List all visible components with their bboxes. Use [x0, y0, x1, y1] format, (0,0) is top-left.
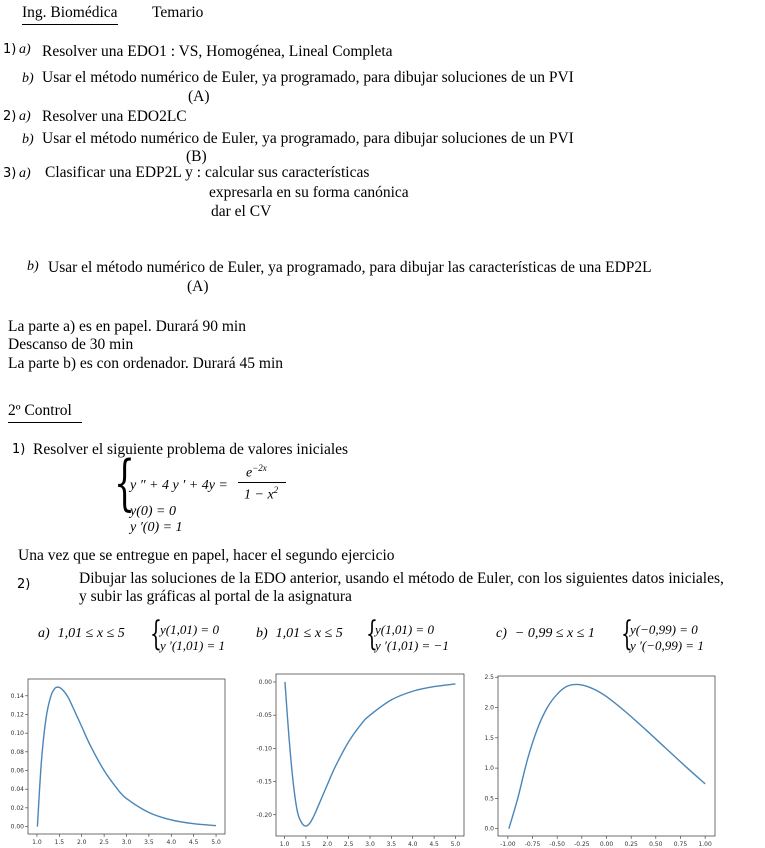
- case-a-range: 1,01 ≤ x ≤ 5: [57, 626, 125, 641]
- y-tick-label: -0.10: [256, 745, 272, 753]
- x-tick-label: 1.5: [301, 841, 311, 848]
- q1-text: Resolver el siguiente problema de valores iniciales: [33, 441, 349, 458]
- x-tick-label: 3.5: [386, 841, 397, 848]
- item-2a-letter: a): [19, 109, 31, 124]
- item-3a-sub-1: expresarla en su forma canónica: [209, 184, 409, 201]
- series-line: [509, 684, 705, 828]
- x-tick-label: 0.25: [624, 841, 638, 848]
- item-3a-text: Clasificar una EDP2L y : calcular sus características: [45, 164, 370, 181]
- x-tick-label: 4.5: [188, 839, 199, 846]
- item-3b-tag: (A): [187, 278, 209, 295]
- note-2: Descanso de 30 min: [8, 336, 134, 353]
- case-a: [38, 624, 125, 642]
- item-3a-sub-2: dar el CV: [211, 203, 272, 220]
- note-3: La parte b) es con ordenador. Durará 45 min: [8, 355, 284, 372]
- x-tick-label: 2.5: [343, 841, 354, 848]
- case-b-label: b): [256, 626, 268, 641]
- x-tick-label: 1.00: [698, 841, 712, 848]
- q1-number: 1): [12, 442, 26, 457]
- y-tick-label: -0.15: [256, 778, 272, 786]
- y-tick-label: 0.00: [10, 823, 24, 831]
- x-tick-label: 1.0: [279, 841, 290, 848]
- item-2b-letter: b): [22, 132, 34, 147]
- eq-numerator-exp: −2x: [252, 463, 267, 473]
- case-a-brace: {: [150, 614, 162, 654]
- item-2b-text: Usar el método numérico de Euler, ya programado, para dibujar soluciones de un PVI: [42, 130, 574, 147]
- eq-lhs: y ″ + 4 y ′ + 4y =: [130, 478, 228, 493]
- y-tick-label: 2.5: [484, 674, 494, 682]
- y-tick-label: 0.0: [484, 825, 494, 833]
- case-c: [496, 624, 595, 642]
- chart-c: [484, 670, 719, 848]
- item-2-number: 2): [3, 109, 17, 124]
- eq-denominator-exp: 2: [273, 485, 279, 495]
- x-tick-label: 4.0: [407, 841, 418, 848]
- item-1a-text: Resolver una EDO1 : VS, Homogénea, Lineal Completa: [42, 43, 393, 60]
- plot-frame: [498, 676, 715, 836]
- y-tick-label: 2.0: [484, 704, 494, 712]
- y-tick-label: 0.02: [10, 804, 24, 812]
- x-tick-label: 0.75: [673, 841, 688, 848]
- case-c-ic1: y(−0,99) = 0: [630, 622, 698, 637]
- case-c-brace: {: [621, 614, 633, 654]
- q2-number: 2): [17, 577, 31, 592]
- x-tick-label: 5.0: [211, 839, 221, 846]
- plot-frame: [276, 674, 464, 836]
- item-1a-letter: a): [19, 42, 31, 57]
- x-tick-label: 0.50: [649, 841, 663, 848]
- q2-line-1: Dibujar las soluciones de la EDO anterior, usando el método de Euler, con los siguientes datos iniciales,: [79, 570, 724, 587]
- eq-denominator: [244, 485, 278, 504]
- eq-numerator: [246, 463, 267, 482]
- x-tick-label: -0.75: [524, 841, 541, 848]
- item-2a-text: Resolver una EDO2LC: [42, 108, 187, 125]
- x-tick-label: 2.0: [322, 841, 333, 848]
- system-brace: {: [114, 448, 136, 518]
- y-tick-label: 0.12: [10, 711, 24, 719]
- q2-line-2: y subir las gráficas al portal de la asignatura: [79, 588, 352, 605]
- eq-fraction-bar: [238, 482, 286, 483]
- x-tick-label: 4.0: [166, 839, 177, 846]
- x-tick-label: -1.00: [500, 841, 516, 848]
- course-title: Ing. Biomédica: [22, 4, 118, 25]
- x-tick-label: 3.5: [144, 839, 154, 846]
- y-tick-label: 1.0: [484, 765, 494, 773]
- case-b-ic1: y(1,01) = 0: [375, 622, 434, 637]
- case-a-ic2: y ′(1,01) = 1: [160, 638, 226, 653]
- y-tick-label: 0.00: [258, 678, 272, 686]
- x-tick-label: 1.5: [54, 839, 65, 846]
- case-b-range: 1,01 ≤ x ≤ 5: [275, 626, 343, 641]
- x-tick-label: -0.50: [549, 841, 565, 848]
- chart-a: [0, 669, 235, 848]
- x-tick-label: 0.00: [599, 841, 614, 848]
- item-1b-letter: b): [22, 71, 34, 86]
- case-b-brace: {: [366, 614, 378, 654]
- eq-numerator-base: e: [246, 465, 253, 481]
- case-b: [256, 624, 343, 642]
- ic-1: y(0) = 0: [130, 504, 176, 519]
- y-tick-label: 0.14: [10, 692, 24, 700]
- case-c-ic2: y ′(−0,99) = 1: [630, 638, 704, 653]
- y-tick-label: 0.08: [10, 748, 24, 756]
- item-3-number: 3): [3, 166, 17, 181]
- x-tick-label: -0.25: [574, 841, 590, 848]
- between-text: Una vez que se entregue en papel, hacer el segundo ejercicio: [18, 547, 395, 564]
- x-tick-label: 3.0: [365, 841, 375, 848]
- series-line: [37, 687, 216, 826]
- item-3a-letter: a): [19, 166, 31, 181]
- item-1-number: 1): [3, 42, 17, 57]
- item-2b-tag: (B): [186, 148, 207, 165]
- case-b-ic2: y ′(1,01) = −1: [375, 638, 449, 653]
- case-c-range: − 0,99 ≤ x ≤ 1: [514, 626, 595, 641]
- y-tick-label: -0.20: [256, 811, 272, 819]
- case-a-label: a): [38, 626, 50, 641]
- item-1b-text: Usar el método numérico de Euler, ya programado, para dibujar soluciones de un PVI: [42, 69, 574, 86]
- x-tick-label: 4.5: [429, 841, 439, 848]
- x-tick-label: 1.0: [32, 839, 42, 846]
- y-tick-label: 1.5: [484, 734, 494, 742]
- x-tick-label: 3.0: [121, 839, 132, 846]
- y-tick-label: 0.04: [10, 786, 24, 794]
- y-tick-label: 0.06: [10, 767, 24, 775]
- chart-b: [248, 670, 470, 848]
- y-tick-label: -0.05: [256, 712, 272, 720]
- control-title: 2º Control: [8, 402, 82, 423]
- eq-denominator-base: 1 − x: [244, 487, 274, 503]
- note-1: La parte a) es en papel. Durará 90 min: [8, 318, 246, 335]
- item-3b-text: Usar el método numérico de Euler, ya programado, para dibujar las características de una EDP2L: [48, 259, 652, 276]
- ic-2: y ′(0) = 1: [130, 520, 183, 535]
- y-tick-label: 0.10: [10, 730, 24, 738]
- series-line: [285, 682, 455, 826]
- x-tick-label: 2.0: [76, 839, 87, 846]
- case-c-label: c): [496, 626, 507, 641]
- temario-title: Temario: [152, 4, 204, 21]
- x-tick-label: 5.0: [450, 841, 461, 848]
- x-tick-label: 2.5: [99, 839, 109, 846]
- item-3b-letter: b): [27, 259, 39, 274]
- y-tick-label: 0.5: [484, 795, 494, 803]
- case-a-ic1: y(1,01) = 0: [160, 622, 219, 637]
- item-1b-tag: (A): [188, 88, 210, 105]
- plot-frame: [28, 679, 225, 834]
